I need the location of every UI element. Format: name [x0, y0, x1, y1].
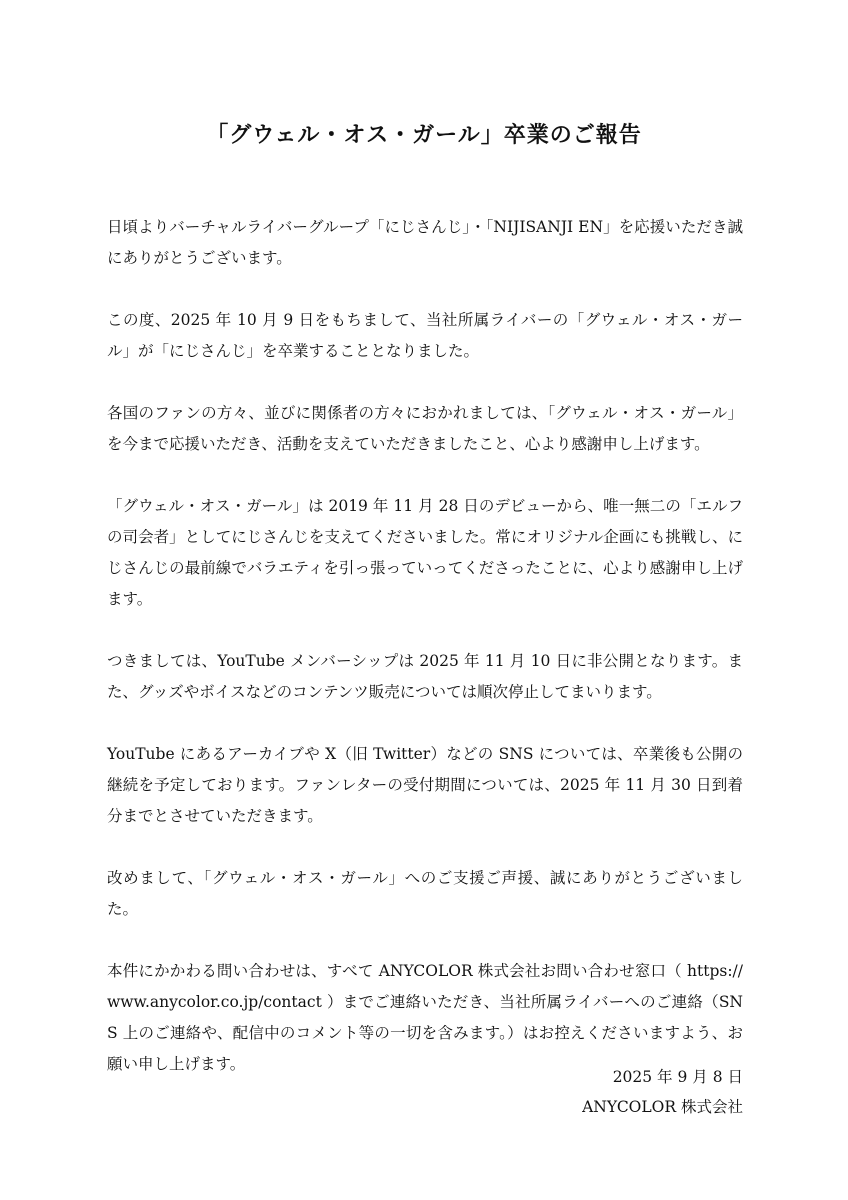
paragraph-greeting: 日頃よりバーチャルライバーグループ「にじさんじ」・「NIJISANJI EN」を応援いただき誠にありがとうございます。: [107, 218, 743, 267]
paragraph-membership: つきましては、YouTube メンバーシップは 2025 年 11 月 10 日に非公開となります。また、グッズやボイスなどのコンテンツ販売については順次停止してまいります。: [107, 652, 743, 701]
announcement-body: [107, 212, 743, 1111]
paragraph-archives: YouTube にあるアーカイブや X（旧 Twitter）などの SNS については、卒業後も公開の継続を予定しております。ファンレターの受付期間については、2025 年 11 月 30 日到着分までとさせていただきます。: [107, 745, 743, 825]
paragraph-graduation-date: この度、2025 年 10 月 9 日をもちまして、当社所属ライバーの「グウェル・オス・ガール」が「にじさんじ」を卒業することとなりました。: [107, 311, 743, 360]
signature-block: [460, 1062, 743, 1122]
paragraph-closing-thanks: 改めまして、「グウェル・オス・ガール」へのご支援ご声援、誠にありがとうございました。: [107, 869, 743, 918]
signature-company: ANYCOLOR 株式会社: [582, 1098, 743, 1116]
paragraph-thanks-fans: 各国のファンの方々、並びに関係者の方々におかれましては、「グウェル・オス・ガール」を今まで応援いただき、活動を支えていただきましたこと、心より感謝申し上げます。: [107, 404, 743, 453]
page-title: 「グウェル・オス・ガール」卒業のご報告: [206, 122, 642, 148]
signature-date: 2025 年 9 月 8 日: [612, 1068, 743, 1086]
paragraph-contact: 本件にかかわる問い合わせは、すべて ANYCOLOR 株式会社お問い合わせ窓口（ https://www.anycolor.co.jp/contact ）までご連絡いただき、当社所属ライバーへのご連絡（SNS 上のご連絡や、配信中のコメント等の一切を含みます。）はお控えくださいますよう、お願い申し上げます。: [107, 962, 743, 1073]
paragraph-career: 「グウェル・オス・ガール」は 2019 年 11 月 28 日のデビューから、唯一無二の「エルフの司会者」としてにじさんじを支えてくださいました。常にオリジナル企画にも挑戦し、にじさんじの最前線でバラエティを引っ張っていってくださったことに、心より感謝申し上げます。: [107, 497, 743, 608]
